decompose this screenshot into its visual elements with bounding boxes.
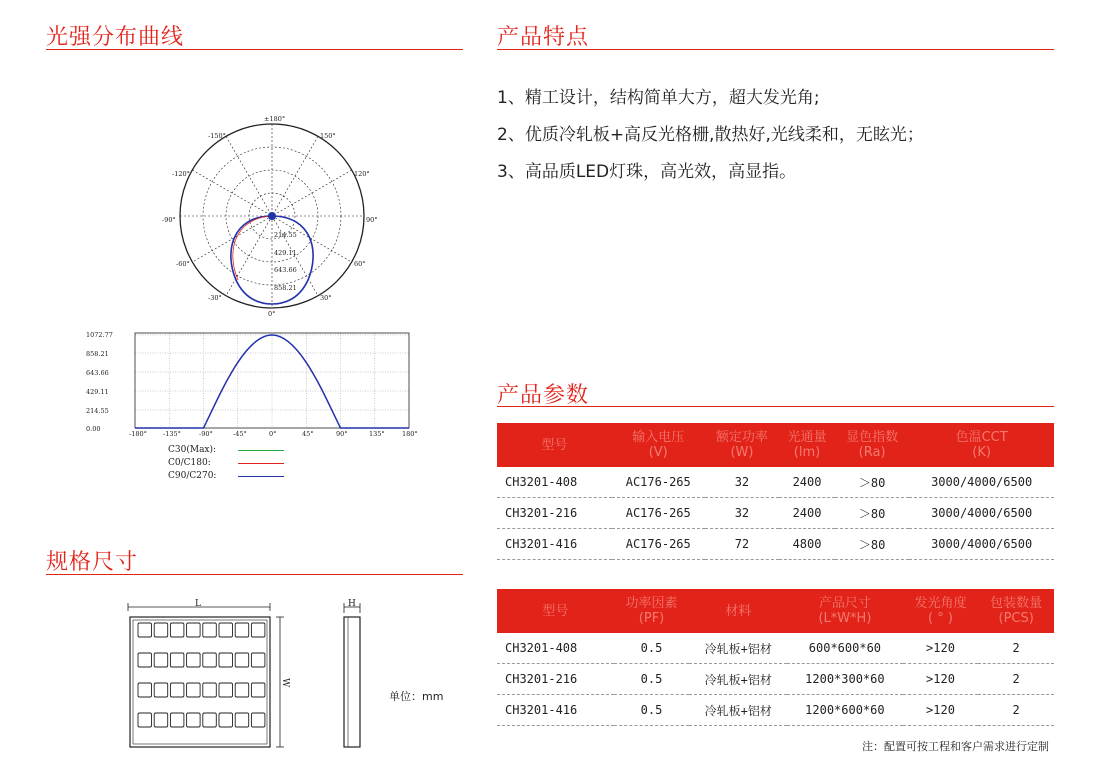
x-tick-label: 180° xyxy=(402,430,418,438)
grille-cell xyxy=(203,713,217,727)
x-tick-label: 90° xyxy=(336,430,348,438)
polar-label: -30° xyxy=(208,294,222,302)
header-label: 产品尺寸 xyxy=(818,596,871,611)
header-unit: (Ra) xyxy=(858,445,886,460)
x-tick-label: -90° xyxy=(199,430,213,438)
table-cell: CH3201-408 xyxy=(497,633,614,664)
table-cell: 2400 xyxy=(779,498,835,529)
table-header-cell xyxy=(835,423,909,467)
table-header-cell xyxy=(612,423,705,467)
y-tick-label: 858.21 xyxy=(86,350,109,358)
feature-item: 2、优质冷轧板+高反光格栅,散热好,光线柔和，无眩光； xyxy=(497,125,924,145)
table-header-cell xyxy=(909,423,1054,467)
table-cell: >120 xyxy=(903,695,979,726)
panel-dimension-drawing xyxy=(122,597,372,757)
table-header-cell xyxy=(903,589,979,633)
table-row xyxy=(497,633,1054,664)
table-cell: 冷轧板+铝材 xyxy=(689,664,787,695)
table-cell: CH3201-216 xyxy=(497,498,612,529)
header-label: 发光角度 xyxy=(914,596,967,611)
table-header-cell xyxy=(705,423,779,467)
legend-line-c0 xyxy=(238,463,284,464)
header-unit: (PCS) xyxy=(998,611,1034,626)
dim-label-w: W xyxy=(280,678,290,688)
table-row xyxy=(497,529,1054,560)
grille-cell xyxy=(187,713,201,727)
grille-cell xyxy=(235,623,249,637)
table-cell: 3000/4000/6500 xyxy=(909,498,1054,529)
grille-cell xyxy=(251,653,265,667)
divider xyxy=(497,49,1054,50)
grille-cell xyxy=(235,653,249,667)
table-header-cell xyxy=(787,589,903,633)
feature-list xyxy=(497,80,924,191)
grille-cell xyxy=(138,713,152,727)
table-cell: 0.5 xyxy=(614,633,690,664)
x-tick-label: 45° xyxy=(302,430,314,438)
grille-cell xyxy=(219,683,233,697)
section-title-params: 产品参数 xyxy=(497,383,590,408)
table-cell: CH3201-416 xyxy=(497,695,614,726)
grille-cell xyxy=(154,683,168,697)
polar-label: 120° xyxy=(354,170,370,178)
table-cell: AC176-265 xyxy=(612,529,705,560)
grille-cell xyxy=(170,713,184,727)
grille-cell xyxy=(170,653,184,667)
polar-light-distribution-chart xyxy=(160,112,390,322)
spec-table-electrical xyxy=(497,423,1054,560)
table-cell: AC176-265 xyxy=(612,498,705,529)
divider xyxy=(46,574,463,575)
grille-cell xyxy=(219,713,233,727)
y-tick-label: 214.55 xyxy=(86,407,109,415)
legend-line-c90 xyxy=(238,476,284,477)
table-header-cell xyxy=(779,423,835,467)
header-unit: (K) xyxy=(972,445,991,460)
unit-label: 单位：mm xyxy=(389,690,444,703)
dim-label-l: L xyxy=(195,599,201,609)
legend-label: C0/C180: xyxy=(168,458,211,468)
table-cell: >120 xyxy=(903,633,979,664)
section-title-features: 产品特点 xyxy=(497,25,590,50)
table-header-cell xyxy=(614,589,690,633)
table-cell: 600*600*60 xyxy=(787,633,903,664)
divider xyxy=(497,406,1054,407)
grille-cell xyxy=(154,623,168,637)
header-unit: ( ° ) xyxy=(928,611,953,626)
table-cell: >120 xyxy=(903,664,979,695)
header-label: 输入电压 xyxy=(632,430,685,445)
table-header-cell xyxy=(497,589,614,633)
table-cell: 2400 xyxy=(779,467,835,498)
grille-cell xyxy=(251,713,265,727)
polar-label: -150° xyxy=(208,132,226,140)
feature-item: 3、高品质LED灯珠，高光效，高显指。 xyxy=(497,162,797,182)
x-tick-label: -135° xyxy=(163,430,181,438)
header-label: 型号 xyxy=(542,603,569,619)
grille-cell xyxy=(203,623,217,637)
table-cell: ＞80 xyxy=(835,467,909,498)
header-unit: (L*W*H) xyxy=(818,611,872,626)
polar-label: 60° xyxy=(354,260,366,268)
header-label: 材料 xyxy=(725,603,752,619)
customization-note: 注：配置可按工程和客户需求进行定制 xyxy=(862,740,1049,753)
table-row xyxy=(497,498,1054,529)
header-label: 包装数量 xyxy=(990,596,1043,611)
header-label: 功率因素 xyxy=(625,596,678,611)
table-cell: CH3201-416 xyxy=(497,529,612,560)
legend-label: C30(Max): xyxy=(168,445,217,455)
grille-cell xyxy=(187,653,201,667)
polar-label: -90° xyxy=(162,216,176,224)
x-tick-label: 0° xyxy=(269,430,277,438)
table-cell: 4800 xyxy=(779,529,835,560)
table-cell: CH3201-216 xyxy=(497,664,614,695)
grille-cell xyxy=(219,653,233,667)
section-title-light-curve: 光强分布曲线 xyxy=(46,25,185,50)
y-tick-label: 643.66 xyxy=(86,369,109,377)
table-header-cell xyxy=(978,589,1054,633)
table-cell: 2 xyxy=(978,695,1054,726)
grille-cell xyxy=(203,653,217,667)
header-label: 额定功率 xyxy=(715,430,768,445)
table-cell: 0.5 xyxy=(614,695,690,726)
table-cell: AC176-265 xyxy=(612,467,705,498)
polar-label: -60° xyxy=(176,260,190,268)
spec-table-physical xyxy=(497,589,1054,726)
header-unit: (PF) xyxy=(638,611,665,626)
table-cell: 0.5 xyxy=(614,664,690,695)
table-cell: ＞80 xyxy=(835,498,909,529)
table-cell: 3000/4000/6500 xyxy=(909,529,1054,560)
x-tick-label: 135° xyxy=(369,430,385,438)
grille-cell xyxy=(203,683,217,697)
polar-label: -120° xyxy=(172,170,190,178)
y-tick-label: 0.00 xyxy=(86,425,101,433)
grille-cell xyxy=(138,683,152,697)
section-title-dimensions: 规格尺寸 xyxy=(46,550,139,575)
table-cell: 72 xyxy=(705,529,779,560)
divider xyxy=(46,49,463,50)
grille-cell xyxy=(138,623,152,637)
x-tick-label: -180° xyxy=(129,430,147,438)
y-tick-label: 429.11 xyxy=(86,388,109,396)
table-cell: 1200*300*60 xyxy=(787,664,903,695)
polar-radial-label: 643.66 xyxy=(274,266,297,274)
table-header-cell xyxy=(689,589,787,633)
grille-cell xyxy=(251,623,265,637)
polar-label: 150° xyxy=(320,132,336,140)
grille-cell xyxy=(170,683,184,697)
header-unit: (W) xyxy=(730,445,754,460)
table-row xyxy=(497,467,1054,498)
table-cell: 冷轧板+铝材 xyxy=(689,633,787,664)
polar-radial-label: 429.11 xyxy=(274,249,297,257)
x-tick-label: -45° xyxy=(233,430,247,438)
header-unit: (V) xyxy=(648,445,668,460)
table-header-cell xyxy=(497,423,612,467)
table-cell: 2 xyxy=(978,633,1054,664)
table-cell: 32 xyxy=(705,498,779,529)
grille-cell xyxy=(219,623,233,637)
polar-label: 0° xyxy=(268,310,276,318)
grille-cell xyxy=(187,683,201,697)
grille-cell xyxy=(154,713,168,727)
table-cell: CH3201-408 xyxy=(497,467,612,498)
table-cell: 冷轧板+铝材 xyxy=(689,695,787,726)
table-cell: ＞80 xyxy=(835,529,909,560)
grille-cell xyxy=(154,653,168,667)
polar-radial-label: 858.21 xyxy=(274,284,297,292)
polar-label: 30° xyxy=(320,294,332,302)
header-unit: (lm) xyxy=(793,445,821,460)
table-cell: 2 xyxy=(978,664,1054,695)
header-label: 型号 xyxy=(541,437,568,453)
legend-label: C90/C270: xyxy=(168,471,217,481)
table-row xyxy=(497,695,1054,726)
y-tick-label: 1072.77 xyxy=(86,331,113,339)
table-cell: 1200*600*60 xyxy=(787,695,903,726)
legend-line-c30 xyxy=(238,450,284,451)
linear-light-distribution-chart xyxy=(84,327,424,442)
header-label: 色温CCT xyxy=(955,430,1008,445)
table-cell: 32 xyxy=(705,467,779,498)
header-label: 光通量 xyxy=(787,430,827,445)
polar-radial-label: 214.55 xyxy=(274,231,297,239)
table-cell: 3000/4000/6500 xyxy=(909,467,1054,498)
table-row xyxy=(497,664,1054,695)
grille-cell xyxy=(235,713,249,727)
grille-cell xyxy=(170,623,184,637)
feature-item: 1、精工设计，结构简单大方，超大发光角; xyxy=(497,88,820,108)
grille-cell xyxy=(187,623,201,637)
dim-label-h: H xyxy=(348,599,356,609)
grille-cell xyxy=(138,653,152,667)
grille-cell xyxy=(251,683,265,697)
polar-label: ±180° xyxy=(264,115,286,123)
polar-label: 90° xyxy=(366,216,378,224)
header-label: 显色指数 xyxy=(846,430,899,445)
grille-cell xyxy=(235,683,249,697)
